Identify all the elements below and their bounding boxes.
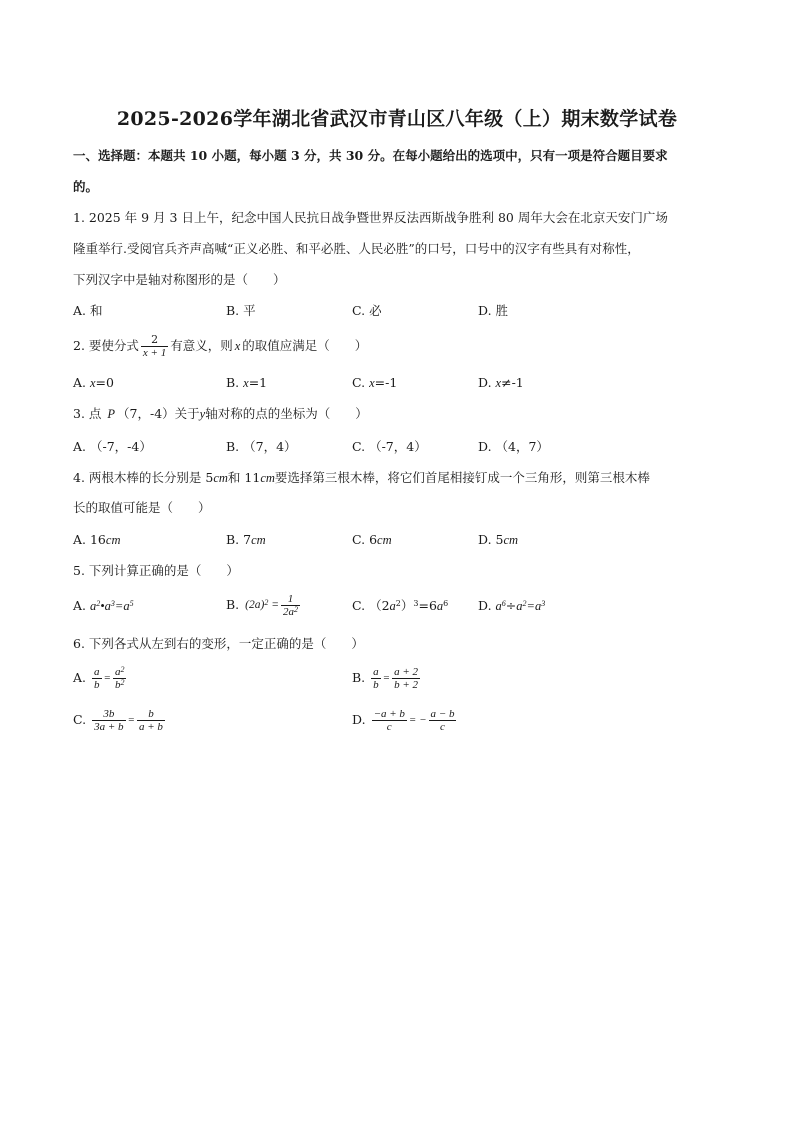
q1-option-d: D. 胜 bbox=[478, 303, 509, 318]
q4-option-c-value: C. 6 bbox=[352, 532, 378, 547]
q2-option-a-label: A. bbox=[73, 375, 90, 390]
q2-option-b-label: B. bbox=[226, 375, 244, 390]
q2-option-c-var: x bbox=[369, 376, 375, 390]
q2-option-d-label: D. bbox=[478, 375, 496, 390]
q6-option-b-label: B. bbox=[352, 670, 366, 685]
q4-stem-line1 bbox=[73, 470, 650, 486]
q4-option-a bbox=[73, 532, 120, 548]
q2-option-a-var: x bbox=[89, 376, 96, 390]
q5-option-a-label: A. bbox=[73, 598, 87, 613]
q5-option-b: B. $(2a)^2$ = $\frac{1}{2a^2}$ bbox=[226, 592, 298, 618]
q4-text-b: 和 bbox=[227, 470, 241, 485]
q2-option-d-var: x bbox=[495, 376, 502, 390]
q4-option-c-unit: cm bbox=[377, 533, 392, 547]
q2-option-c-value: =-1 bbox=[374, 375, 398, 390]
q3-option-d: D. （4，7） bbox=[478, 439, 549, 454]
q2-suffix: 的取值应满足（ ） bbox=[242, 338, 368, 353]
q4-stem-line2: 长的取值可能是（ ） bbox=[73, 500, 211, 515]
q3-axis: y bbox=[199, 407, 206, 421]
q2-stem bbox=[73, 330, 367, 362]
q6-option-c-label: C. bbox=[73, 712, 87, 727]
q6-option-b: B. $\frac{a}{b}$ = $\frac{a + 2}{b + 2}$ bbox=[352, 665, 419, 691]
q1-option-c: C. 必 bbox=[352, 303, 382, 318]
q2-var: x bbox=[234, 339, 241, 353]
q3-point: P bbox=[107, 407, 116, 421]
q4-length-2-value: 11 bbox=[244, 470, 261, 485]
q2-option-c-label: C. bbox=[352, 375, 370, 390]
q5-option-c: C. $(2a^2)^3=6a^6$ bbox=[352, 598, 449, 613]
q4-option-d bbox=[478, 532, 518, 548]
q5-option-a: A. $a^2•a^3=a^5$ bbox=[73, 598, 134, 613]
q2-option-b bbox=[226, 375, 267, 391]
q2-fraction bbox=[141, 334, 168, 359]
q6-option-d-label: D. bbox=[352, 712, 366, 727]
q2-option-c bbox=[352, 375, 397, 391]
q6-option-a: A. $\frac{a}{b}$ = $\frac{a^2}{b^2}$ bbox=[73, 664, 125, 691]
q4-option-b-unit: cm bbox=[251, 533, 266, 547]
q4-text-a: 4. 两根木棒的长分别是 bbox=[73, 470, 202, 485]
q4-option-d-unit: cm bbox=[503, 533, 519, 547]
q4-length-1 bbox=[205, 470, 228, 485]
q3-option-c: C. （-7，4） bbox=[352, 439, 427, 454]
q6-option-a-label: A. bbox=[73, 670, 87, 685]
q5-option-c-label: C. bbox=[352, 598, 366, 613]
section-heading-line2: 的。 bbox=[73, 179, 99, 194]
q6-option-d: D. $\frac{-a + b}{c}$ = − $\frac{a - b}{c}$ bbox=[352, 707, 455, 733]
q4-text-c: 要选择第三根木棒，将它们首尾相接钉成一个三角形，则第三根木棒 bbox=[274, 470, 650, 485]
q6-option-c: C. $\frac{3b}{3a + b}$ = $\frac{b}{a + b}$ bbox=[73, 707, 163, 733]
q2-prefix: 2. 要使分式 bbox=[73, 338, 139, 353]
q2-option-d bbox=[478, 375, 524, 391]
q1-stem-line2: 隆重举行.受阅官兵齐声高喊“正义必胜、和平必胜、人民必胜”的口号，口号中的汉字有些具有对称性， bbox=[73, 241, 640, 256]
q2-middle: 有意义，则 bbox=[170, 338, 233, 353]
q3-middle: （7，-4）关于 bbox=[117, 406, 200, 421]
q4-length-2 bbox=[244, 470, 274, 485]
q2-option-b-value: =1 bbox=[248, 375, 268, 390]
q5-stem: 5. 下列计算正确的是（ ） bbox=[73, 563, 239, 578]
q4-option-d-value: D. 5 bbox=[478, 532, 504, 547]
q2-option-a-value: =0 bbox=[95, 375, 114, 390]
q3-stem bbox=[73, 406, 368, 422]
q5-option-d: D. $a^6\div a^2=a^3$ bbox=[478, 598, 546, 613]
q6-stem: 6. 下列各式从左到右的变形，一定正确的是（ ） bbox=[73, 636, 364, 651]
page-title: 2025-2026学年湖北省武汉市青山区八年级（上）期末数学试卷 bbox=[116, 108, 678, 130]
q3-option-b: B. （7，4） bbox=[226, 439, 297, 454]
q4-option-b bbox=[226, 532, 266, 548]
q4-option-a-value: A. 16 bbox=[73, 532, 106, 547]
q2-frac-den: x + 1 bbox=[142, 346, 167, 359]
q1-stem-line3: 下列汉字中是轴对称图形的是（ ） bbox=[73, 272, 286, 287]
q1-option-b: B. 平 bbox=[226, 303, 256, 318]
q5-option-b-label: B. bbox=[226, 597, 240, 612]
q1-stem-line1: 1. 2025 年 9 月 3 日上午，纪念中国人民抗日战争暨世界反法西斯战争胜利 80 周年大会在北京天安门广场 bbox=[73, 210, 668, 225]
q4-option-a-unit: cm bbox=[105, 533, 121, 547]
q2-frac-num: 2 bbox=[151, 332, 159, 346]
q3-option-a: A. （-7，-4） bbox=[73, 439, 152, 454]
q3-prefix: 3. 点 bbox=[73, 406, 102, 421]
q4-option-b-value: B. 7 bbox=[226, 532, 252, 547]
q4-length-2-unit: cm bbox=[260, 471, 275, 485]
section-heading-line1: 一、选择题：本题共 10 小题，每小题 3 分，共 30 分。在每小题给出的选项中，只有一项是符合题目要求 bbox=[73, 148, 668, 163]
q2-option-d-value: ≠-1 bbox=[501, 375, 524, 390]
q5-option-d-label: D. bbox=[478, 598, 492, 613]
q4-option-c bbox=[352, 532, 392, 548]
q2-option-b-var: x bbox=[243, 376, 249, 390]
q2-option-a bbox=[73, 375, 114, 391]
q3-suffix: 轴对称的点的坐标为（ ） bbox=[205, 406, 368, 421]
q4-length-1-value: 5 bbox=[205, 470, 214, 485]
q1-option-a: A. 和 bbox=[73, 303, 103, 318]
q4-length-1-unit: cm bbox=[213, 471, 228, 485]
